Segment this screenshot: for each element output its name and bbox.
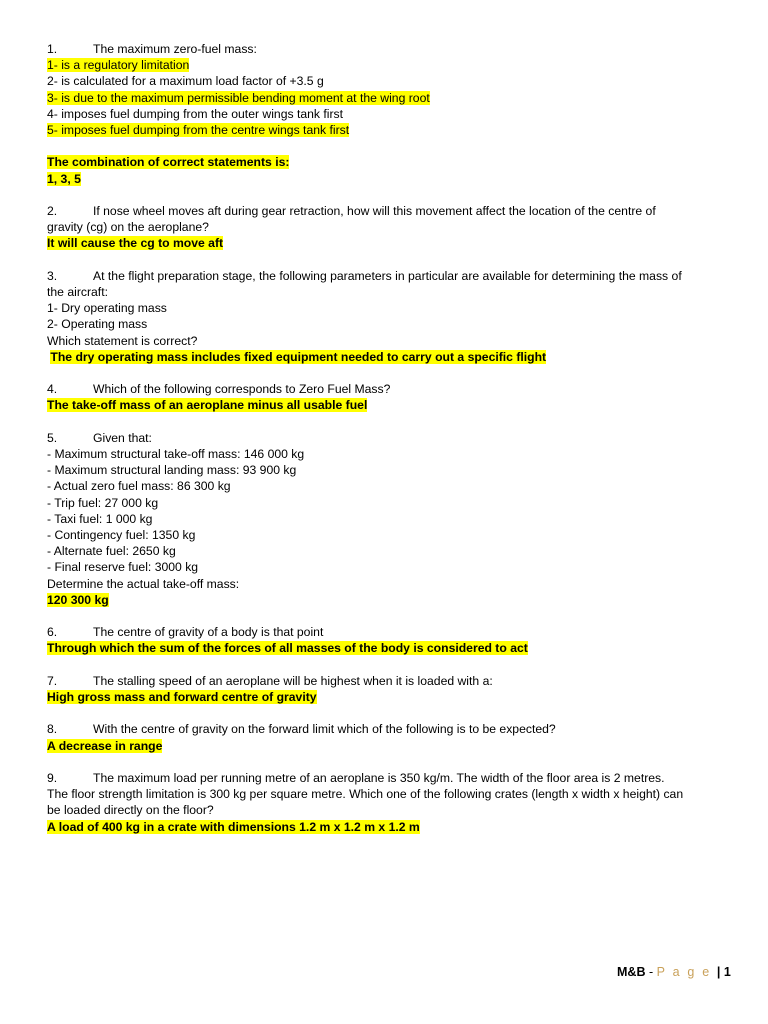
footer-doc-label: M&B [617,965,646,979]
question-8-stem: 8. With the centre of gravity on the forward limit which of the following is to be expected? [47,722,556,737]
question-1-option: 4- imposes fuel dumping from the outer wings tank first [47,106,344,121]
question-5-line: - Trip fuel: 27 000 kg [47,495,159,510]
question-4-answer: The take-off mass of an aeroplane minus all usable fuel [47,398,368,413]
footer-separator: | [716,965,721,979]
question-6-stem: 6. The centre of gravity of a body is that point [47,625,324,640]
question-8-number: 8. [47,722,58,737]
question-6-answer: Through which the sum of the forces of all masses of the body is considered to act [47,641,528,656]
question-1-option: 3- is due to the maximum permissible bending moment at the wing root [47,90,430,105]
question-1-option: 1- is a regulatory limitation [47,58,190,73]
question-1-answer-label: The combination of correct statements is: [47,155,290,170]
question-2-stem-cont: gravity (cg) on the aeroplane? [47,220,209,235]
question-3-line: Which statement is correct? [47,333,198,348]
question-9-stem-cont: The floor strength limitation is 300 kg per square metre. Which one of the following crates (length x width x height) can [47,787,684,802]
question-5-line: - Contingency fuel: 1350 kg [47,528,196,543]
question-5-line: - Final reserve fuel: 3000 kg [47,560,199,575]
page-footer [617,964,731,980]
question-3-line: 2- Operating mass [47,317,148,332]
question-9-stem-cont: be loaded directly on the floor? [47,803,214,818]
question-6-number: 6. [47,625,58,640]
question-5-stem: 5. Given that: [47,430,152,445]
question-2-number: 2. [47,204,58,218]
question-1-answer: 1, 3, 5 [47,171,81,186]
question-3-stem: 3. At the flight preparation stage, the following parameters in particular are available for determining the mass of [47,268,682,283]
question-7-stem: 7. The stalling speed of an aeroplane will be highest when it is loaded with a: [47,673,493,688]
question-5-answer: 120 300 kg [47,592,109,607]
footer-page-number: 1 [723,965,731,979]
question-5-line: - Maximum structural landing mass: 93 900 kg [47,463,297,478]
question-3-stem-cont: the aircraft: [47,285,108,299]
question-2-answer: It will cause the cg to move aft [47,236,224,251]
question-5-number: 5. [47,430,58,445]
question-1-option: 2- is calculated for a maximum load factor of +3.5 g [47,74,324,89]
question-9-stem: 9. The maximum load per running metre of an aeroplane is 350 kg/m. The width of the floor area is 2 metres. [47,771,665,785]
question-1-option: 5- imposes fuel dumping from the centre wings tank first [47,123,350,138]
question-3-number: 3. [47,268,58,283]
question-5-line: Determine the actual take-off mass: [47,576,240,591]
document-page [47,41,727,835]
question-9-answer: A load of 400 kg in a crate with dimensions 1.2 m x 1.2 m x 1.2 m [47,819,420,834]
question-4-number: 4. [47,382,58,397]
question-3-answer: The dry operating mass includes fixed equipment needed to carry out a specific flight [50,349,547,364]
question-4-stem: 4. Which of the following corresponds to Zero Fuel Mass? [47,382,391,397]
question-1-number: 1. [47,42,58,56]
question-5-line: - Maximum structural take-off mass: 146 000 kg [47,447,305,461]
question-2-stem: 2. If nose wheel moves aft during gear retraction, how will this movement affect the location of the centre of [47,204,656,218]
footer-dash: - [645,965,657,979]
question-5-line: - Actual zero fuel mass: 86 300 kg [47,479,231,494]
question-7-answer: High gross mass and forward centre of gravity [47,690,317,705]
question-5-line: - Taxi fuel: 1 000 kg [47,511,153,526]
question-8-answer: A decrease in range [47,738,163,753]
question-9-number: 9. [47,771,58,785]
question-3-line: 1- Dry operating mass [47,301,167,316]
question-1-stem: 1. The maximum zero-fuel mass: [47,42,257,56]
footer-page-word: P a g e [656,965,712,979]
question-7-number: 7. [47,673,58,688]
question-5-line: - Alternate fuel: 2650 kg [47,544,176,559]
